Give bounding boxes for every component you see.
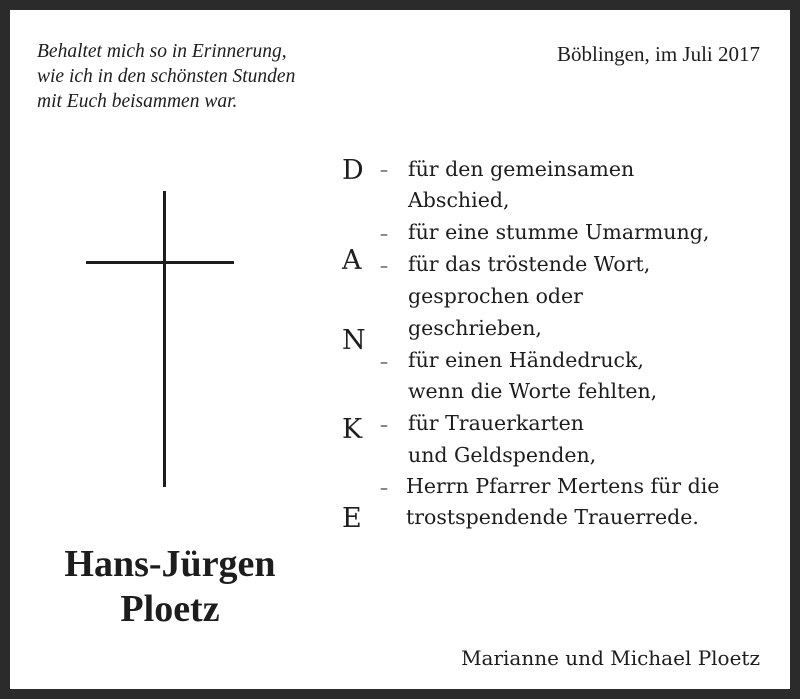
- thanks-item-text: wenn die Worte fehlten,: [408, 379, 658, 403]
- signature: Marianne und Michael Ploetz: [461, 646, 760, 670]
- acrostic-letter-d: D: [342, 155, 364, 186]
- thanks-item-text: für das tröstende Wort,: [408, 252, 651, 276]
- acrostic-letter-k: K: [342, 414, 363, 445]
- acrostic-letter-n: N: [342, 325, 366, 356]
- thanks-item-text: für Trauerkarten: [408, 411, 584, 435]
- item-dash: –: [380, 415, 388, 434]
- thanks-item-text: trostspendende Trauerrede.: [406, 505, 699, 529]
- thanks-item-text: für den gemeinsamen: [408, 157, 635, 181]
- deceased-first-name: Hans-Jürgen: [64, 543, 276, 585]
- item-dash: –: [380, 352, 388, 371]
- thanks-item-text: geschrieben,: [408, 316, 542, 340]
- item-dash: –: [380, 160, 388, 179]
- latin-cross-icon: [86, 191, 236, 491]
- deceased-name: [30, 542, 310, 632]
- place-date: Böblingen, im Juli 2017: [556, 42, 760, 66]
- cross-vertical-bar: [163, 191, 166, 487]
- item-dash: –: [380, 256, 388, 275]
- item-dash: –: [380, 478, 388, 497]
- thanks-item-text: gesprochen oder: [408, 284, 583, 308]
- cross-horizontal-bar: [86, 261, 234, 264]
- memorial-quote: [37, 39, 295, 114]
- thanks-item-text: für einen Händedruck,: [408, 348, 644, 372]
- thanks-item-text: Herrn Pfarrer Mertens für die: [406, 474, 720, 498]
- deceased-last-name: Ploetz: [120, 588, 220, 630]
- quote-line: wie ich in den schönsten Stunden: [37, 66, 296, 87]
- acrostic-letter-e: E: [342, 503, 362, 534]
- acrostic-letter-a: A: [342, 245, 362, 276]
- quote-line: mit Euch beisammen war.: [37, 91, 238, 112]
- thanks-item-text: Abschied,: [408, 188, 510, 212]
- thanks-item-text: für eine stumme Umarmung,: [408, 220, 710, 244]
- quote-line: Behaltet mich so in Erinnerung,: [37, 41, 287, 62]
- thanks-item-text: und Geldspenden,: [408, 443, 597, 467]
- item-dash: –: [380, 224, 388, 243]
